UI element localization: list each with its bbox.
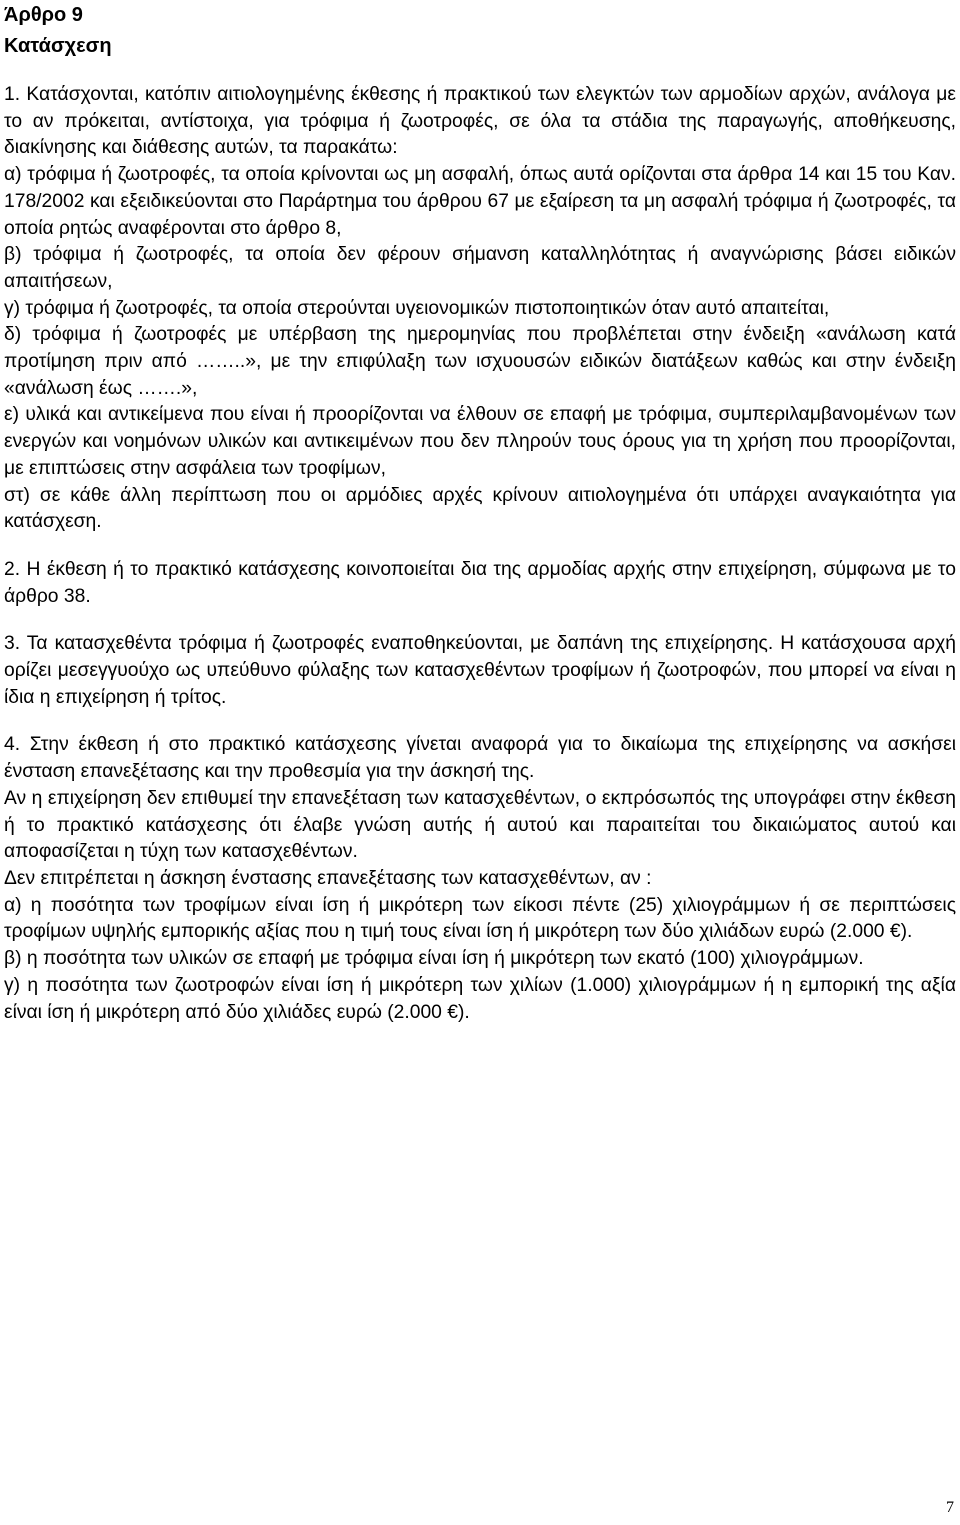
paragraph-4-exceptions-intro: Δεν επιτρέπεται η άσκηση ένστασης επανεξέτασης των κατασχεθέντων, αν : [4,867,652,889]
article-number: Άρθρο 9 [4,4,83,26]
paragraph-1-item-c: γ) τρόφιμα ή ζωοτροφές, τα οποία στερούνται υγειονομικών πιστοποιητικών όταν αυτό απαιτείται, [4,297,830,319]
page-number: 7 [946,1499,954,1516]
paragraph-spacer [4,536,956,557]
paragraph-1-item-a: α) τρόφιμα ή ζωοτροφές, τα οποία κρίνονται ως μη ασφαλή, όπως αυτά ορίζονται στα άρθρα 14 και 15 του Καν. 178/2002 και εξειδικεύονται στο Παράρτημα του άρθρου 67 με εξαίρεση τα μη ασφαλή τρόφιμα ή ζωοτροφές, τα οποία ρητώς αναφέρονται στο άρθρο 8, [4,164,956,239]
paragraph-spacer [4,610,956,631]
paragraph-2: 2. Η έκθεση ή το πρακτικό κατάσχεσης κοινοποιείται δια της αρμοδίας αρχής στην επιχείρηση, σύμφωνα με το άρθρο 38. [4,558,956,607]
article-header [4,0,956,62]
paragraph-4-waiver: Αν η επιχείρηση δεν επιθυμεί την επανεξέταση των κατασχεθέντων, ο εκπρόσωπός της υπογράφει στην έκθεση ή το πρακτικό κατάσχεσης ότι έλαβε γνώση αυτής ή αυτού και παραιτείται του δικαιώματος αυτού και αποφασίζεται η τύχη των κατασχεθέντων. [4,787,956,863]
paragraph-1-item-st: στ) σε κάθε άλλη περίπτωση που οι αρμόδιες αρχές κρίνουν αιτιολογημένα ότι υπάρχει αναγκαιότητα για κατάσχεση. [4,484,956,533]
paragraph-spacer [4,711,956,732]
paragraph-1-item-d: δ) τρόφιμα ή ζωοτροφές με υπέρβαση της ημερομηνίας που προβλέπεται στην ένδειξη «ανάλωση κατά προτίμηση πριν από ……..», με την επιφύλαξη των ισχυουσών ειδικών διατάξεων καθώς και στην ένδειξη «ανάλωση έως …….», [4,324,956,399]
paragraph-1-item-e: ε) υλικά και αντικείμενα που είναι ή προορίζονται να έλθουν σε επαφή με τρόφιμα, συμπεριλαμβανομένων των ενεργών και νοημόνων υλικών και αντικειμένων που δεν πληρούν τους όρους για τη χρήση που προορίζονται, με επιπτώσεις στην ασφάλεια των τροφίμων, [4,404,956,479]
paragraph-4-exception-b: β) η ποσότητα των υλικών σε επαφή με τρόφιμα είναι ίση ή μικρότερη των εκατό (100) χιλιογράμμων. [4,948,864,970]
article-title: Κατάσχεση [4,35,112,57]
paragraph-4-exception-a: α) η ποσότητα των τροφίμων είναι ίση ή μικρότερη των είκοσι πέντε (25) χιλιογράμμων ή σε περιπτώσεις τροφίμων υψηλής εμπορικής αξίας που η τιμή τους είναι ίση ή μικρότερη των δύο χιλιάδων ευρώ (2.000 €). [4,894,956,943]
paragraph-4-exception-c: γ) η ποσότητα των ζωοτροφών είναι ίση ή μικρότερη των χιλίων (1.000) χιλιογράμμων ή η εμπορική της αξία είναι ίση ή μικρότερη από δύο χιλιάδες ευρώ (2.000 €). [4,974,956,1023]
document-body [4,0,956,1026]
paragraph-4: 4. Στην έκθεση ή στο πρακτικό κατάσχεσης γίνεται αναφορά για το δικαίωμα της επιχείρησης να ασκήσει ένσταση επανεξέτασης και την προθεσμία για την άσκησή της. [4,734,956,783]
paragraph-1-intro: 1. Κατάσχονται, κατόπιν αιτιολογημένης έκθεσης ή πρακτικού των ελεγκτών των αρμοδίων αρχών, ανάλογα με το αν πρόκειται, αντίστοιχα, για τρόφιμα ή ζωοτροφές, σε όλα τα στάδια της παραγωγής, αποθήκευσης, διακίνησης και διάθεσης αυτών, τα παρακάτω: [4,84,956,159]
paragraph-1-item-b: β) τρόφιμα ή ζωοτροφές, τα οποία δεν φέρουν σήμανση καταλληλότητας ή αναγνώρισης βάσει ειδικών απαιτήσεων, [4,244,956,292]
paragraph-3: 3. Τα κατασχεθέντα τρόφιμα ή ζωοτροφές εναποθηκεύονται, με δαπάνη της επιχείρησης. Η κατάσχουσα αρχή ορίζει μεσεγγυούχο ως υπεύθυνο φύλαξης των κατασχεθέντων τροφίμων ή ζωοτροφών, που μπορεί να είναι η ίδια η επιχείρηση ή τρίτος. [4,633,956,708]
